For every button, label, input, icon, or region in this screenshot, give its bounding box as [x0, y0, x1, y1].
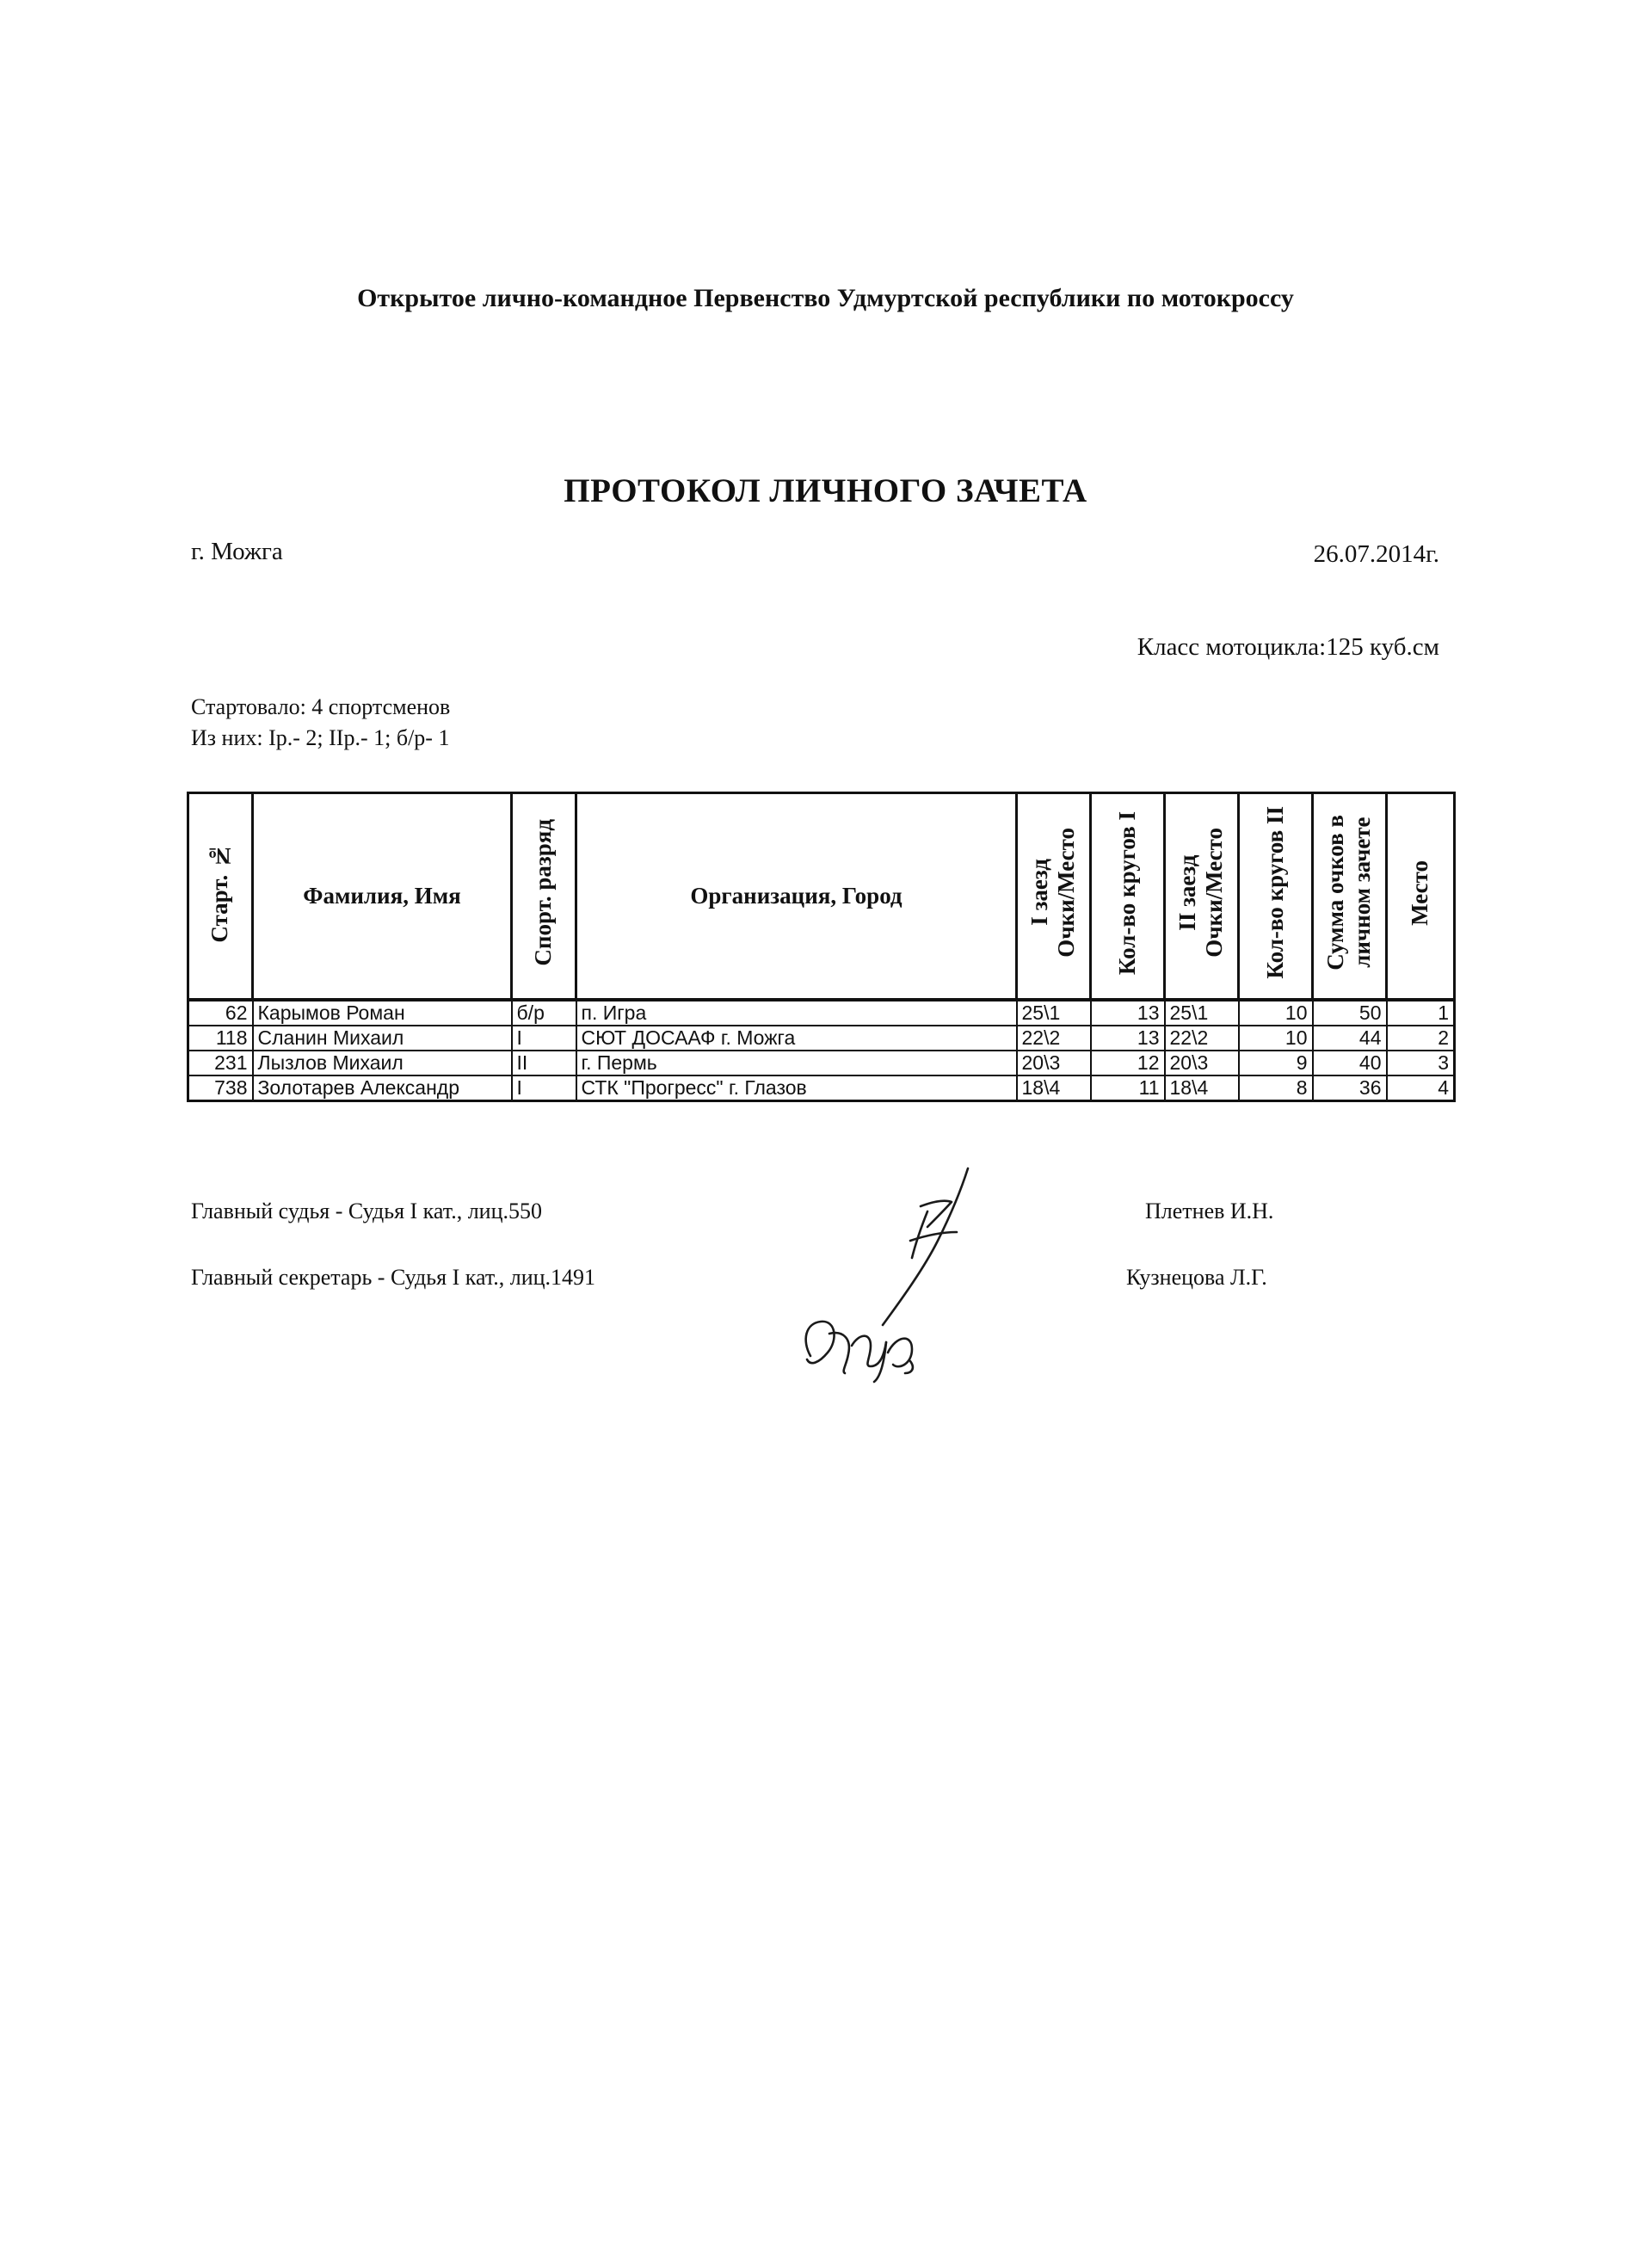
cell-race1: 20\3 [1017, 1051, 1091, 1075]
table-row [188, 1026, 1455, 1051]
cell-total: 40 [1313, 1051, 1387, 1075]
col-header-race1: I заезд Очки/Место [1017, 793, 1091, 1000]
cell-race2: 18\4 [1165, 1075, 1239, 1101]
cell-org: п. Игра [576, 1000, 1017, 1026]
cell-total: 44 [1313, 1026, 1387, 1051]
table-row [188, 1075, 1455, 1101]
cell-total: 36 [1313, 1075, 1387, 1101]
table-row [188, 1051, 1455, 1075]
event-title: Открытое лично-командное Первенство Удмуртской республики по мотокроссу [357, 284, 1294, 312]
motorcycle-class: Класс мотоцикла:125 куб.см [1137, 633, 1439, 661]
cell-race2: 20\3 [1165, 1051, 1239, 1075]
chief-judge-name: Плетнев И.Н. [1145, 1199, 1274, 1223]
col-header-org: Организация, Город [576, 793, 1017, 1000]
cell-name: Лызлов Михаил [253, 1051, 512, 1075]
cell-laps1: 13 [1091, 1000, 1165, 1026]
cell-rank: I [512, 1075, 576, 1101]
chief-secretary-name: Кузнецова Л.Г. [1126, 1265, 1267, 1290]
cell-laps1: 12 [1091, 1051, 1165, 1075]
col-header-place: Место [1387, 793, 1455, 1000]
cell-laps2: 10 [1239, 1000, 1313, 1026]
chief-secretary-role: Главный секретарь - Судья I кат., лиц.1491 [191, 1265, 596, 1290]
cell-name: Карымов Роман [253, 1000, 512, 1026]
cell-race2: 22\2 [1165, 1026, 1239, 1051]
cell-laps2: 9 [1239, 1051, 1313, 1075]
cell-place: 1 [1387, 1000, 1455, 1026]
table-header-row [188, 793, 1455, 1000]
started-count: Стартовало: 4 спортсменов [191, 694, 451, 719]
cell-laps1: 13 [1091, 1026, 1165, 1051]
chief-judge-role: Главный судья - Судья I кат., лиц.550 [191, 1199, 543, 1223]
cell-race2: 25\1 [1165, 1000, 1239, 1026]
cell-laps1: 11 [1091, 1075, 1165, 1101]
col-header-laps2: Кол-во кругов II [1239, 793, 1313, 1000]
cell-race1: 25\1 [1017, 1000, 1091, 1026]
cell-race1: 22\2 [1017, 1026, 1091, 1051]
cell-org: СЮТ ДОСААФ г. Можга [576, 1026, 1017, 1051]
cell-place: 2 [1387, 1026, 1455, 1051]
col-header-start-no: Старт. № [188, 793, 253, 1000]
protocol-title: ПРОТОКОЛ ЛИЧНОГО ЗАЧЕТА [564, 472, 1087, 509]
col-header-laps1: Кол-во кругов I [1091, 793, 1165, 1000]
cell-laps2: 8 [1239, 1075, 1313, 1101]
cell-start-no: 738 [188, 1075, 253, 1101]
cell-start-no: 231 [188, 1051, 253, 1075]
col-header-race2: II заезд Очки/Место [1165, 793, 1239, 1000]
cell-org: г. Пермь [576, 1051, 1017, 1075]
cell-place: 4 [1387, 1075, 1455, 1101]
cell-rank: I [512, 1026, 576, 1051]
cell-start-no: 62 [188, 1000, 253, 1026]
results-table [187, 792, 1456, 1102]
col-header-total: Сумма очков в личном зачете [1313, 793, 1387, 1000]
cell-total: 50 [1313, 1000, 1387, 1026]
protocol-date: 26.07.2014г. [1313, 540, 1439, 568]
cell-rank: II [512, 1051, 576, 1075]
col-header-name: Фамилия, Имя [253, 793, 512, 1000]
rank-breakdown: Из них: Iр.- 2; IIр.- 1; б/р- 1 [191, 725, 450, 750]
city-label: г. Можга [191, 538, 283, 565]
cell-name: Сланин Михаил [253, 1026, 512, 1051]
cell-laps2: 10 [1239, 1026, 1313, 1051]
signature-icon [792, 1162, 1007, 1385]
cell-place: 3 [1387, 1051, 1455, 1075]
table-row [188, 1000, 1455, 1026]
cell-start-no: 118 [188, 1026, 253, 1051]
cell-race1: 18\4 [1017, 1075, 1091, 1101]
cell-name: Золотарев Александр [253, 1075, 512, 1101]
col-header-rank: Спорт. разряд [512, 793, 576, 1000]
cell-org: СТК "Прогресс" г. Глазов [576, 1075, 1017, 1101]
cell-rank: б/р [512, 1000, 576, 1026]
